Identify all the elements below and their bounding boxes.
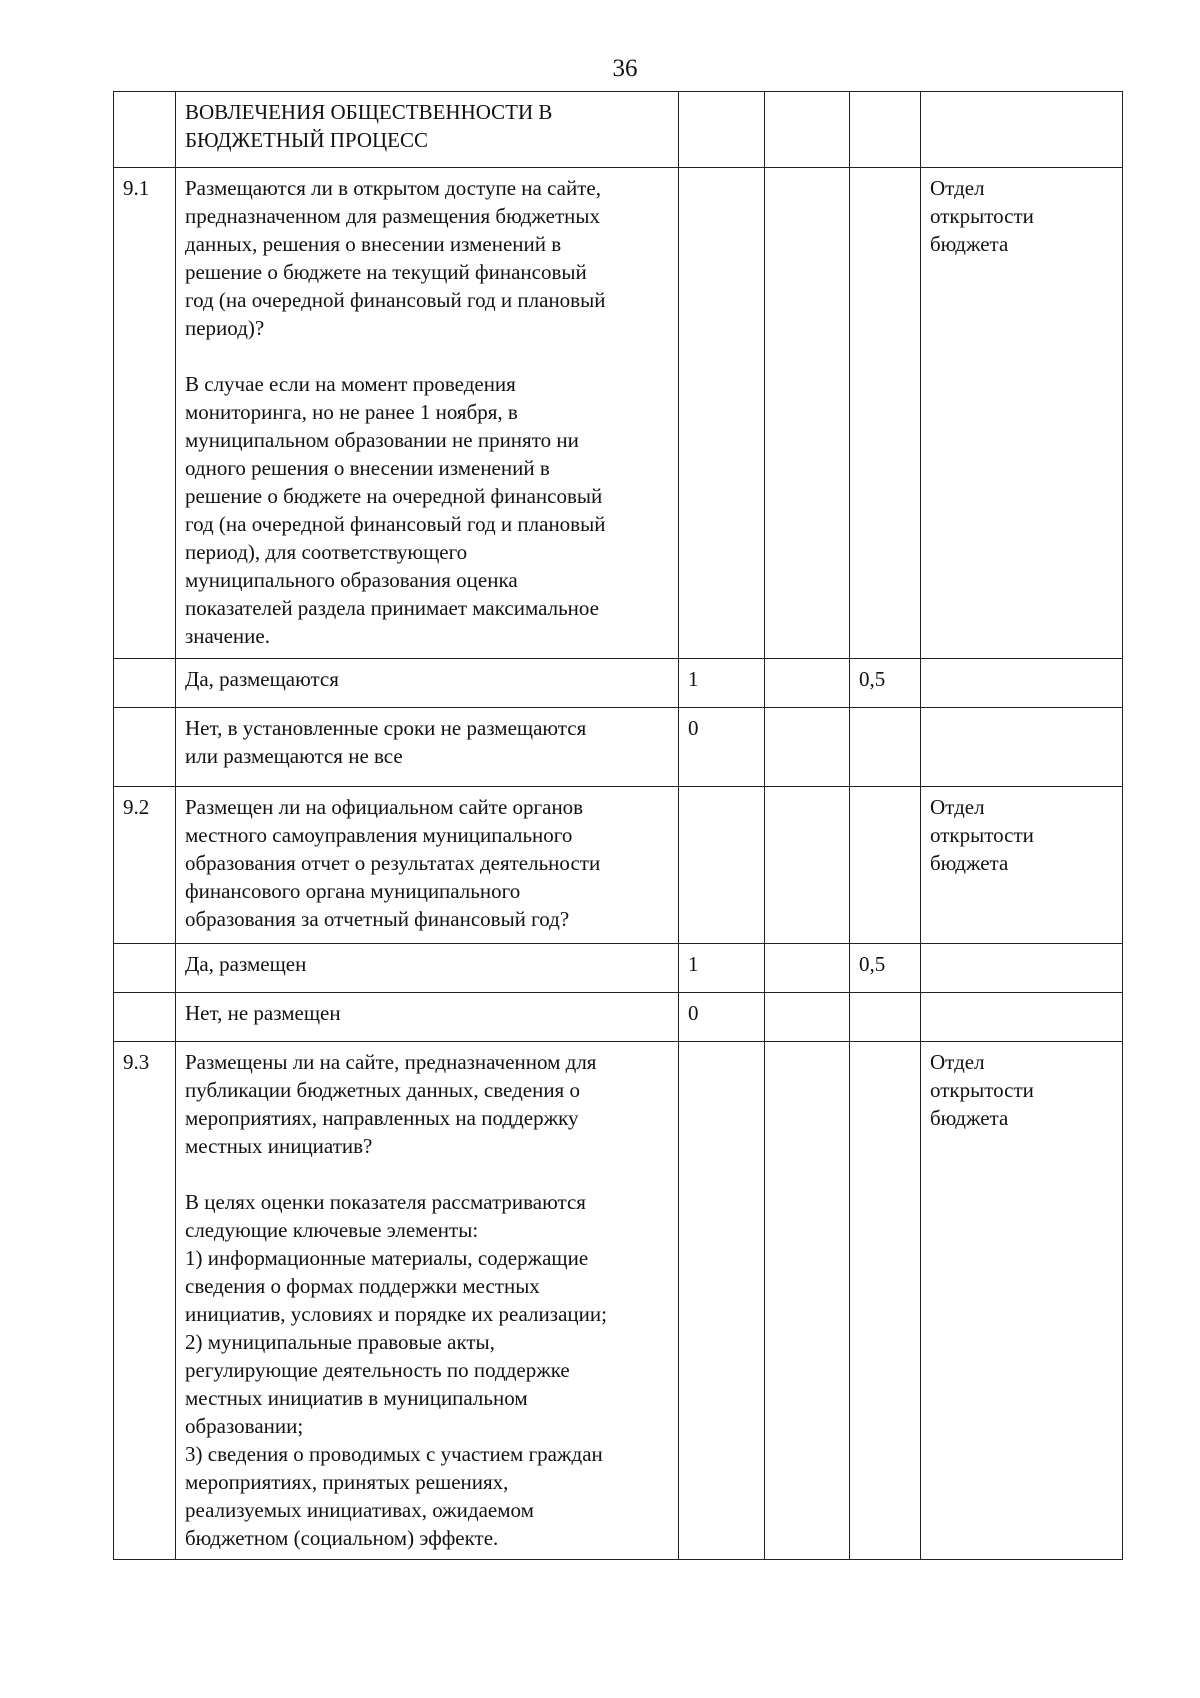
weight-cell bbox=[850, 787, 921, 944]
question-line: образования отчет о результатах деятельности bbox=[185, 851, 601, 875]
note-line: следующие ключевые элементы: bbox=[185, 1218, 479, 1242]
responsible-cell bbox=[921, 659, 1123, 708]
note-line: реализуемых инициативах, ожидаемом bbox=[185, 1498, 534, 1522]
note-line: сведения о формах поддержки местных bbox=[185, 1274, 540, 1298]
table-row-9-3 bbox=[114, 1042, 1123, 1560]
section-heading-cell bbox=[176, 92, 679, 168]
empty-cell bbox=[765, 168, 850, 659]
table-row-section-heading bbox=[114, 92, 1123, 168]
responsible-cell bbox=[921, 944, 1123, 993]
section-heading-line: БЮДЖЕТНЫЙ ПРОЦЕСС bbox=[185, 128, 429, 152]
responsible-line: бюджета bbox=[930, 851, 1009, 875]
score-cell bbox=[679, 92, 765, 168]
table-row-9-1 bbox=[114, 168, 1123, 659]
empty-cell bbox=[765, 993, 850, 1042]
empty-cell bbox=[765, 92, 850, 168]
note-line: местных инициатив в муниципальном bbox=[185, 1386, 528, 1410]
page-number: 36 bbox=[612, 55, 638, 82]
score-cell bbox=[679, 1042, 765, 1560]
note-line: период), для соответствующего bbox=[185, 540, 468, 564]
responsible-cell bbox=[921, 1042, 1123, 1560]
row-number-cell bbox=[114, 993, 176, 1042]
note-line: В целях оценки показателя рассматриваются bbox=[185, 1190, 586, 1214]
question-cell bbox=[176, 168, 679, 659]
note-line: мониторинга, но не ранее 1 ноября, в bbox=[185, 400, 518, 424]
score-cell: 0 bbox=[679, 993, 765, 1042]
row-number-cell bbox=[114, 659, 176, 708]
note-line: одного решения о внесении изменений в bbox=[185, 456, 550, 480]
question-line: публикации бюджетных данных, сведения о bbox=[185, 1078, 580, 1102]
responsible-line: Отдел bbox=[930, 795, 985, 819]
score-cell: 1 bbox=[679, 944, 765, 993]
responsible-line: Отдел bbox=[930, 1050, 985, 1074]
note-line: муниципального образования оценка bbox=[185, 568, 518, 592]
note-line: регулирующие деятельность по поддержке bbox=[185, 1358, 570, 1382]
answer-line: или размещаются не все bbox=[185, 744, 403, 768]
note-line: бюджетном (социальном) эффекте. bbox=[185, 1526, 499, 1550]
answer-cell bbox=[176, 993, 679, 1042]
weight-cell bbox=[850, 708, 921, 787]
note-line: мероприятиях, принятых решениях, bbox=[185, 1470, 509, 1494]
question-line: образования за отчетный финансовый год? bbox=[185, 907, 570, 931]
answer-line: Нет, не размещен bbox=[185, 1001, 341, 1025]
table-row-9-2-answer-yes bbox=[114, 944, 1123, 993]
section-heading-line: ВОВЛЕЧЕНИЯ ОБЩЕСТВЕННОСТИ В bbox=[185, 100, 553, 124]
row-number-cell: 9.3 bbox=[114, 1042, 176, 1560]
note-line: муниципальном образовании не принято ни bbox=[185, 428, 579, 452]
responsible-line: бюджета bbox=[930, 232, 1009, 256]
note-line: В случае если на момент проведения bbox=[185, 372, 516, 396]
responsible-cell bbox=[921, 787, 1123, 944]
score-cell: 1 bbox=[679, 659, 765, 708]
question-cell bbox=[176, 787, 679, 944]
note-line: решение о бюджете на очередной финансовый bbox=[185, 484, 603, 508]
question-line: предназначенном для размещения бюджетных bbox=[185, 204, 600, 228]
question-line: данных, решения о внесении изменений в bbox=[185, 232, 562, 256]
note-line: показателей раздела принимает максимальное bbox=[185, 596, 599, 620]
question-line: местного самоуправления муниципального bbox=[185, 823, 573, 847]
weight-cell: 0,5 bbox=[850, 944, 921, 993]
table-row-9-1-answer-yes bbox=[114, 659, 1123, 708]
responsible-line: открытости bbox=[930, 204, 1034, 228]
answer-cell bbox=[176, 708, 679, 787]
question-line: год (на очередной финансовый год и плановый bbox=[185, 288, 606, 312]
question-line: финансового органа муниципального bbox=[185, 879, 521, 903]
responsible-line: открытости bbox=[930, 1078, 1034, 1102]
responsible-cell bbox=[921, 168, 1123, 659]
empty-cell bbox=[765, 659, 850, 708]
answer-cell bbox=[176, 944, 679, 993]
question-line: период)? bbox=[185, 316, 265, 340]
question-line: мероприятиях, направленных на поддержку bbox=[185, 1106, 579, 1130]
row-number-cell: 9.1 bbox=[114, 168, 176, 659]
row-number-cell bbox=[114, 708, 176, 787]
weight-cell bbox=[850, 993, 921, 1042]
answer-line: Да, размещаются bbox=[185, 667, 339, 691]
score-cell bbox=[679, 787, 765, 944]
question-line: решение о бюджете на текущий финансовый bbox=[185, 260, 587, 284]
row-number-cell: 9.2 bbox=[114, 787, 176, 944]
responsible-line: бюджета bbox=[930, 1106, 1009, 1130]
note-line: инициатив, условиях и порядке их реализации; bbox=[185, 1302, 607, 1326]
responsible-cell bbox=[921, 92, 1123, 168]
weight-cell: 0,5 bbox=[850, 659, 921, 708]
answer-line: Да, размещен bbox=[185, 952, 307, 976]
note-line: 1) информационные материалы, содержащие bbox=[185, 1246, 589, 1270]
row-number-cell bbox=[114, 92, 176, 168]
question-line: местных инициатив? bbox=[185, 1134, 373, 1158]
row-number-cell bbox=[114, 944, 176, 993]
responsible-line: открытости bbox=[930, 823, 1034, 847]
table-row-9-2 bbox=[114, 787, 1123, 944]
note-line: значение. bbox=[185, 624, 270, 648]
empty-cell bbox=[765, 708, 850, 787]
table-row-9-1-answer-no bbox=[114, 708, 1123, 787]
weight-cell bbox=[850, 92, 921, 168]
note-line: 2) муниципальные правовые акты, bbox=[185, 1330, 495, 1354]
criteria-table bbox=[113, 91, 1123, 1560]
question-line: Размещены ли на сайте, предназначенном для bbox=[185, 1050, 597, 1074]
empty-cell bbox=[765, 944, 850, 993]
responsible-cell bbox=[921, 993, 1123, 1042]
answer-line: Нет, в установленные сроки не размещаются bbox=[185, 716, 587, 740]
answer-cell bbox=[176, 659, 679, 708]
empty-cell bbox=[765, 787, 850, 944]
score-cell: 0 bbox=[679, 708, 765, 787]
weight-cell bbox=[850, 1042, 921, 1560]
score-cell bbox=[679, 168, 765, 659]
note-line: образовании; bbox=[185, 1414, 304, 1438]
responsible-cell bbox=[921, 708, 1123, 787]
empty-cell bbox=[765, 1042, 850, 1560]
responsible-line: Отдел bbox=[930, 176, 985, 200]
note-line: 3) сведения о проводимых с участием граждан bbox=[185, 1442, 603, 1466]
note-line: год (на очередной финансовый год и плановый bbox=[185, 512, 606, 536]
question-line: Размещаются ли в открытом доступе на сайте, bbox=[185, 176, 601, 200]
question-line: Размещен ли на официальном сайте органов bbox=[185, 795, 584, 819]
question-cell bbox=[176, 1042, 679, 1560]
weight-cell bbox=[850, 168, 921, 659]
table-row-9-2-answer-no bbox=[114, 993, 1123, 1042]
